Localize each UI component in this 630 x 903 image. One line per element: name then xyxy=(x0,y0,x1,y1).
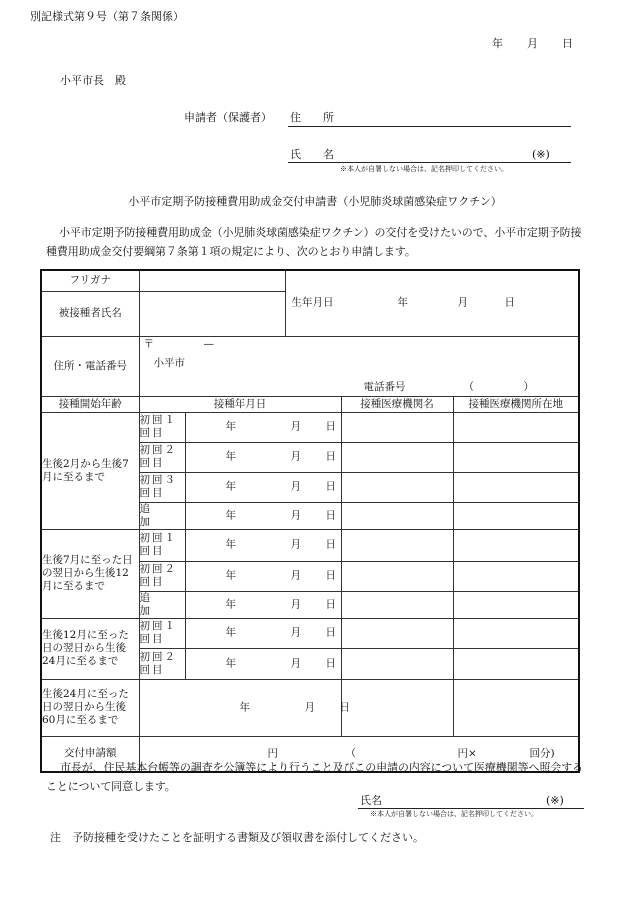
dose-label: 追 加 xyxy=(139,591,185,618)
day-label: 日 xyxy=(325,598,336,610)
institution-name-field[interactable] xyxy=(341,648,453,679)
day-label: 日 xyxy=(325,657,336,669)
institution-name-field[interactable] xyxy=(341,502,453,529)
phone-label: 電話番号 xyxy=(363,380,406,393)
address-phone-field[interactable] xyxy=(139,336,579,396)
day-label: 日 xyxy=(325,626,336,639)
stage-2-label: 生後7月に至った日の翌日から生後12月に至るまで xyxy=(41,529,139,618)
year-label: 年 xyxy=(239,701,250,713)
year-label: 年 xyxy=(225,480,236,493)
person-name-field[interactable] xyxy=(139,291,285,336)
year-label: 年 xyxy=(225,420,236,433)
year-label: 年 xyxy=(225,569,236,582)
phone-close-paren: ） xyxy=(523,380,534,393)
birth-month-label: 月 xyxy=(457,296,468,309)
consent-note: ※本人が自署しない場合は、記名押印してください。 xyxy=(370,810,538,818)
address-underline xyxy=(288,126,571,127)
day-label: 日 xyxy=(325,569,336,582)
phone-open-paren: （ xyxy=(463,380,474,393)
stage-3-label: 生後12月に至った日の翌日から生後24月に至るまで xyxy=(41,618,139,679)
city-name: 小平市 xyxy=(153,356,185,369)
consent-name-underline xyxy=(358,808,584,809)
institution-location-field[interactable] xyxy=(453,648,579,679)
name-underline xyxy=(288,162,571,163)
month-label: 月 xyxy=(290,480,301,493)
institution-location-field[interactable] xyxy=(453,529,579,561)
vaccination-date-field[interactable] xyxy=(185,442,341,472)
institution-location-field[interactable] xyxy=(453,502,579,529)
consent-paragraph: 市長が、住民基本台帳等の調査を公簿等により行うこと及びこの申請の内容について医療機関等へ照会することについて同意します。 xyxy=(46,761,583,793)
month-label: 月 xyxy=(290,509,301,521)
dose-label: 追 加 xyxy=(139,502,185,529)
institution-location-field[interactable] xyxy=(453,679,579,736)
institution-name-field[interactable] xyxy=(341,412,453,442)
vaccination-date-field[interactable] xyxy=(185,502,341,529)
institution-location-field[interactable] xyxy=(453,618,579,648)
amount-yen-times: 円× xyxy=(457,747,477,760)
month-label: 月 xyxy=(290,538,301,551)
applicant-name-label: 氏 名 xyxy=(290,148,334,161)
address-phone-label: 住所・電話番号 xyxy=(41,336,139,396)
dose-label: 初回２回目 xyxy=(139,561,185,591)
amount-times-close: 回分) xyxy=(529,747,555,760)
year-label: 年 xyxy=(225,657,236,669)
amount-yen: 円 xyxy=(267,747,278,760)
birth-day-label: 日 xyxy=(504,296,515,309)
vaccination-date-field[interactable] xyxy=(185,472,341,502)
birth-year-label: 年 xyxy=(397,296,408,309)
institution-name-field[interactable] xyxy=(341,591,453,618)
institution-location-field[interactable] xyxy=(453,472,579,502)
institution-name-field[interactable] xyxy=(341,679,453,736)
consent-name-label: 氏名 xyxy=(360,794,382,807)
day-label: 日 xyxy=(339,701,350,713)
institution-location-field[interactable] xyxy=(453,442,579,472)
year-label: 年 xyxy=(225,598,236,610)
vaccination-date-field[interactable] xyxy=(185,412,341,442)
institution-name-field[interactable] xyxy=(341,472,453,502)
month-label: 月 xyxy=(290,626,301,639)
applicant-seal-mark: (※) xyxy=(532,148,550,161)
month-label: 月 xyxy=(304,701,315,713)
year-label: 年 xyxy=(225,450,236,463)
month-label: 月 xyxy=(290,450,301,463)
postal-mark: 〒 xyxy=(143,337,154,350)
day-label: 日 xyxy=(325,509,336,521)
consent-seal-mark: (※) xyxy=(546,794,564,807)
stage-1-label: 生後2月から生後7月に至るまで xyxy=(41,412,139,529)
furigana-field[interactable] xyxy=(139,270,285,291)
institution-name-field[interactable] xyxy=(341,442,453,472)
document-title: 小平市定期予防接種費用助成金交付申請書（小児肺炎球菌感染症ワクチン） xyxy=(128,195,502,208)
institution-name-field[interactable] xyxy=(341,529,453,561)
header-start-age: 接種開始年齢 xyxy=(41,396,139,412)
addressee: 小平市長 殿 xyxy=(60,74,126,87)
birthdate-label: 生年月日 xyxy=(291,296,334,309)
dose-label: 初回１回目 xyxy=(139,618,185,648)
dose-label: 初回２回目 xyxy=(139,442,185,472)
header-vaccination-date: 接種年月日 xyxy=(139,396,341,412)
application-table xyxy=(40,269,580,773)
year-label: 年 xyxy=(225,626,236,639)
applicant-address-label: 住 所 xyxy=(290,111,334,124)
dose-label: 初回１回目 xyxy=(139,412,185,442)
institution-location-field[interactable] xyxy=(453,412,579,442)
institution-location-field[interactable] xyxy=(453,591,579,618)
institution-name-field[interactable] xyxy=(341,561,453,591)
date-month: 月 xyxy=(527,37,538,50)
institution-location-field[interactable] xyxy=(453,561,579,591)
month-label: 月 xyxy=(290,598,301,610)
amount-label: 交付申請額 xyxy=(41,736,139,772)
day-label: 日 xyxy=(325,450,336,463)
vaccination-date-field[interactable] xyxy=(185,561,341,591)
date-year: 年 xyxy=(492,37,503,50)
amount-open-paren: （ xyxy=(345,747,356,760)
vaccination-date-field[interactable] xyxy=(185,529,341,561)
furigana-label: フリガナ xyxy=(41,270,139,291)
form-number: 別記様式第９号（第７条関係） xyxy=(30,10,184,23)
dose-label: 初回１回目 xyxy=(139,529,185,561)
intro-paragraph: 小平市定期予防接種費用助成金（小児肺炎球菌感染症ワクチン）の交付を受けたいので、小平市定期予防接種費用助成金交付要綱第７条第１項の規定により、次のとおり申請します。 xyxy=(46,226,582,258)
day-label: 日 xyxy=(325,480,336,493)
vaccination-date-field[interactable] xyxy=(185,618,341,648)
vaccination-date-field[interactable] xyxy=(185,591,341,618)
month-label: 月 xyxy=(290,569,301,582)
birthdate-cell[interactable] xyxy=(285,270,579,336)
vaccination-date-field[interactable] xyxy=(139,679,350,736)
footnote: 注 予防接種を受けたことを証明する書類及び領収書を添付してください。 xyxy=(50,831,424,844)
header-institution-location: 接種医療機関所在地 xyxy=(453,396,579,412)
vaccination-date-field[interactable] xyxy=(185,648,341,679)
dose-label: 初回３回目 xyxy=(139,472,185,502)
institution-name-field[interactable] xyxy=(341,618,453,648)
applicant-note: ※本人が自署しない場合は、記名押印してください。 xyxy=(340,165,508,173)
year-label: 年 xyxy=(225,509,236,521)
day-label: 日 xyxy=(325,538,336,551)
stage-4-label: 生後24月に至った日の翌日から生後60月に至るまで xyxy=(41,679,139,736)
month-label: 月 xyxy=(290,420,301,433)
dose-label: 初回２回目 xyxy=(139,648,185,679)
applicant-label: 申請者（保護者） xyxy=(184,111,272,124)
year-label: 年 xyxy=(225,538,236,551)
date-day: 日 xyxy=(562,37,573,50)
postal-dash: — xyxy=(203,337,214,350)
header-institution-name: 接種医療機関名 xyxy=(341,396,453,412)
month-label: 月 xyxy=(290,657,301,669)
person-name-label: 被接種者氏名 xyxy=(41,291,139,336)
day-label: 日 xyxy=(325,420,336,433)
